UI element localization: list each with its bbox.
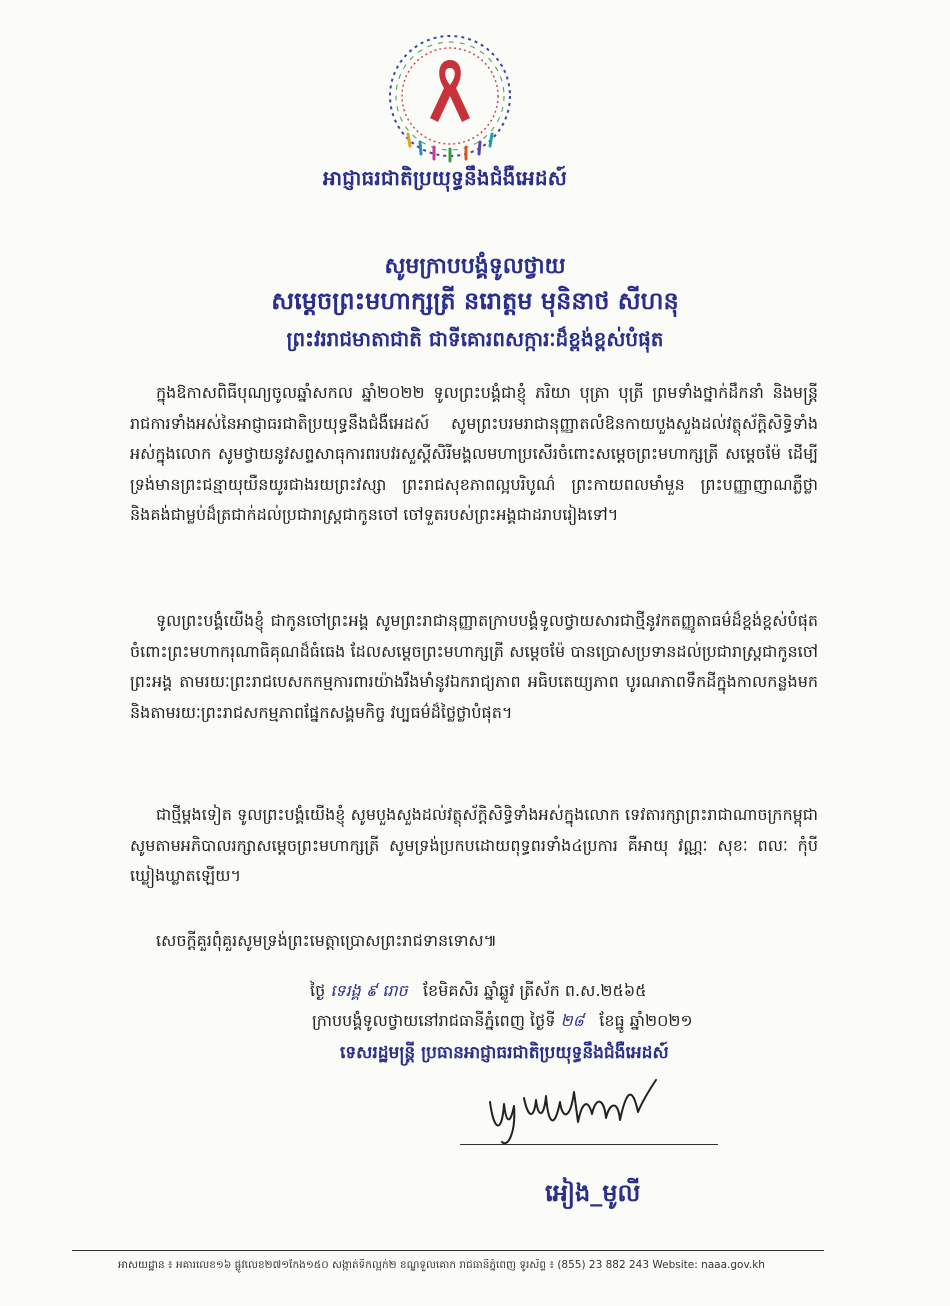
- lunar-date-line: [310, 980, 647, 1004]
- logo-figures: [408, 134, 492, 161]
- lunar-date-suffix: ខែមិគសិរ ឆ្នាំឆ្លូវ ត្រីស័ក ព.ស.២៥៦៥: [422, 981, 647, 1000]
- solar-date-prefix: ក្រាបបង្គំទូលថ្វាយនៅរាជធានីភ្នំពេញ ថ្ងៃទី: [312, 1011, 556, 1030]
- recipient-name: សម្តេចព្រះមហាក្សត្រី នរោត្តម មុនិនាថ សីហនុ: [271, 287, 679, 315]
- salutation-line: សូមក្រាបបង្គំទូលថ្វាយ: [384, 254, 566, 279]
- lunar-date-handwritten: ទេរង្គ ៩ រោច: [330, 981, 408, 1000]
- signer-name: អៀង_មូលី: [545, 1179, 641, 1207]
- body-paragraph-2: ទូលព្រះបង្គំយើងខ្ញុំ ជាកូនចៅព្រះអង្គ សូមព្រះរាជានុញ្ញាតក្រាបបង្គំទូលថ្វាយសារជាថ្មីនូវកតញ្ញូតាធម៌ដ៏ខ្ពង់ខ្ពស់បំផុត ចំពោះព្រះមហាករុណាធិគុណដ៏ធំធេង ដែលសម្តេចព្រះមហាក្សត្រី សម្តេចម៉ែ បានប្រោសប្រទានដល់ប្រជារាស្ត្រជាកូនចៅព្រះអង្គ តាមរយៈព្រះរាជបេសកកម្មការពារយ៉ាងរឹងមាំនូវឯករាជ្យភាព អធិបតេយ្យភាព បូរណភាពទឹកដីក្នុងកាលកន្លងមក និងតាមរយៈព្រះរាជសកម្មភាពផ្នែកសង្គមកិច្ច វប្បធម៌ដ៏ថ្លៃថ្លាបំផុត។: [130, 611, 818, 722]
- recipient-title: ព្រះវររាជមាតាជាតិ ជាទីគោរពសក្ការៈដ៏ខ្ពង់ខ្ពស់បំផុត: [286, 327, 664, 351]
- handwritten-signature: [480, 1062, 670, 1152]
- footer-divider: [72, 1250, 824, 1251]
- red-ribbon-icon: [430, 60, 470, 122]
- footer-address: អាសយដ្ឋាន ៖ អគារលេខ១៦ ផ្លូវលេខ២៧១កែង១៥០ សង្កាត់ទឹកល្អក់២ ខណ្ឌទួលគោក រាជធានីភ្នំពេញ ទូរស័ព្ទ ៖ (855) 23 882 243 Website: naaa.gov.kh: [118, 1259, 765, 1271]
- solar-date-suffix: ខែធ្នូ ឆ្នាំ២០២១: [599, 1011, 693, 1030]
- national-aids-authority-logo: [380, 26, 520, 166]
- organization-name: អាជ្ញាធរជាតិប្រយុទ្ធនឹងជំងឺអេដស៍: [322, 166, 568, 190]
- signer-title: ទេសរដ្ឋមន្ត្រី ប្រធានអាជ្ញាធរជាតិប្រយុទ្ធនឹងជំងឺអេដស៍: [340, 1043, 669, 1063]
- body-paragraph-1: ក្នុងឱកាសពិធីបុណ្យចូលឆ្នាំសកល ឆ្នាំ២០២២ ទូលព្រះបង្គំជាខ្ញុំ ភរិយា បុត្រា បុត្រី ព្រមទាំងថ្នាក់ដឹកនាំ និងមន្ត្រីរាជការទាំងអស់នៃអាជ្ញាធរជាតិប្រយុទ្ធនឹងជំងឺអេដស៍ សូមព្រះបរមរាជានុញ្ញាតលំឱនកាយបួងសួងដល់វត្ថុស័ក្តិសិទ្ធិទាំងអស់ក្នុងលោក សូមថ្វាយនូវសព្ទសាធុការពរបវរសួស្តីសិរីមង្គលមហាប្រសើរចំពោះសម្តេចព្រះមហាក្សត្រី សម្តេចម៉ែ ដើម្បីទ្រង់មានព្រះជន្មាយុយឺនយូរជាងរយព្រះវស្សា ព្រះរាជសុខភាពល្អបរិបូណ៌ ព្រះកាយពលមាំមួន ព្រះបញ្ញាញាណភ្លឺថ្លា និងគង់ជាម្លប់ដ៏ត្រជាក់ដល់ប្រជារាស្ត្រជាកូនចៅ ចៅទួតរបស់ព្រះអង្គជាដរាបរៀងទៅ។: [130, 383, 818, 524]
- body-paragraph-3: ជាថ្មីម្តងទៀត ទូលព្រះបង្គំយើងខ្ញុំ សូមបួងសួងដល់វត្ថុស័ក្តិសិទ្ធិទាំងអស់ក្នុងលោក ទេវតារក្សាព្រះរាជាណាចក្រកម្ពុជា សូមតាមអភិបាលរក្សាសម្តេចព្រះមហាក្សត្រី សូមទ្រង់ប្រកបដោយពុទ្ធពរទាំង៤ប្រការ គឺអាយុ វណ្ណៈ សុខៈ ពលៈ កុំបីឃ្លៀងឃ្លាតឡើយ។: [130, 805, 818, 885]
- solar-date-day: ២៨: [560, 1011, 584, 1030]
- closing-sentence: សេចក្តីគួរពុំគួរសូមទ្រង់ព្រះមេត្តាប្រោសព្រះរាជទានទោស៕: [156, 931, 497, 950]
- lunar-date-prefix: ថ្ងៃ: [310, 981, 326, 1000]
- solar-date-line: [312, 1010, 693, 1034]
- signature-line: [460, 1144, 718, 1145]
